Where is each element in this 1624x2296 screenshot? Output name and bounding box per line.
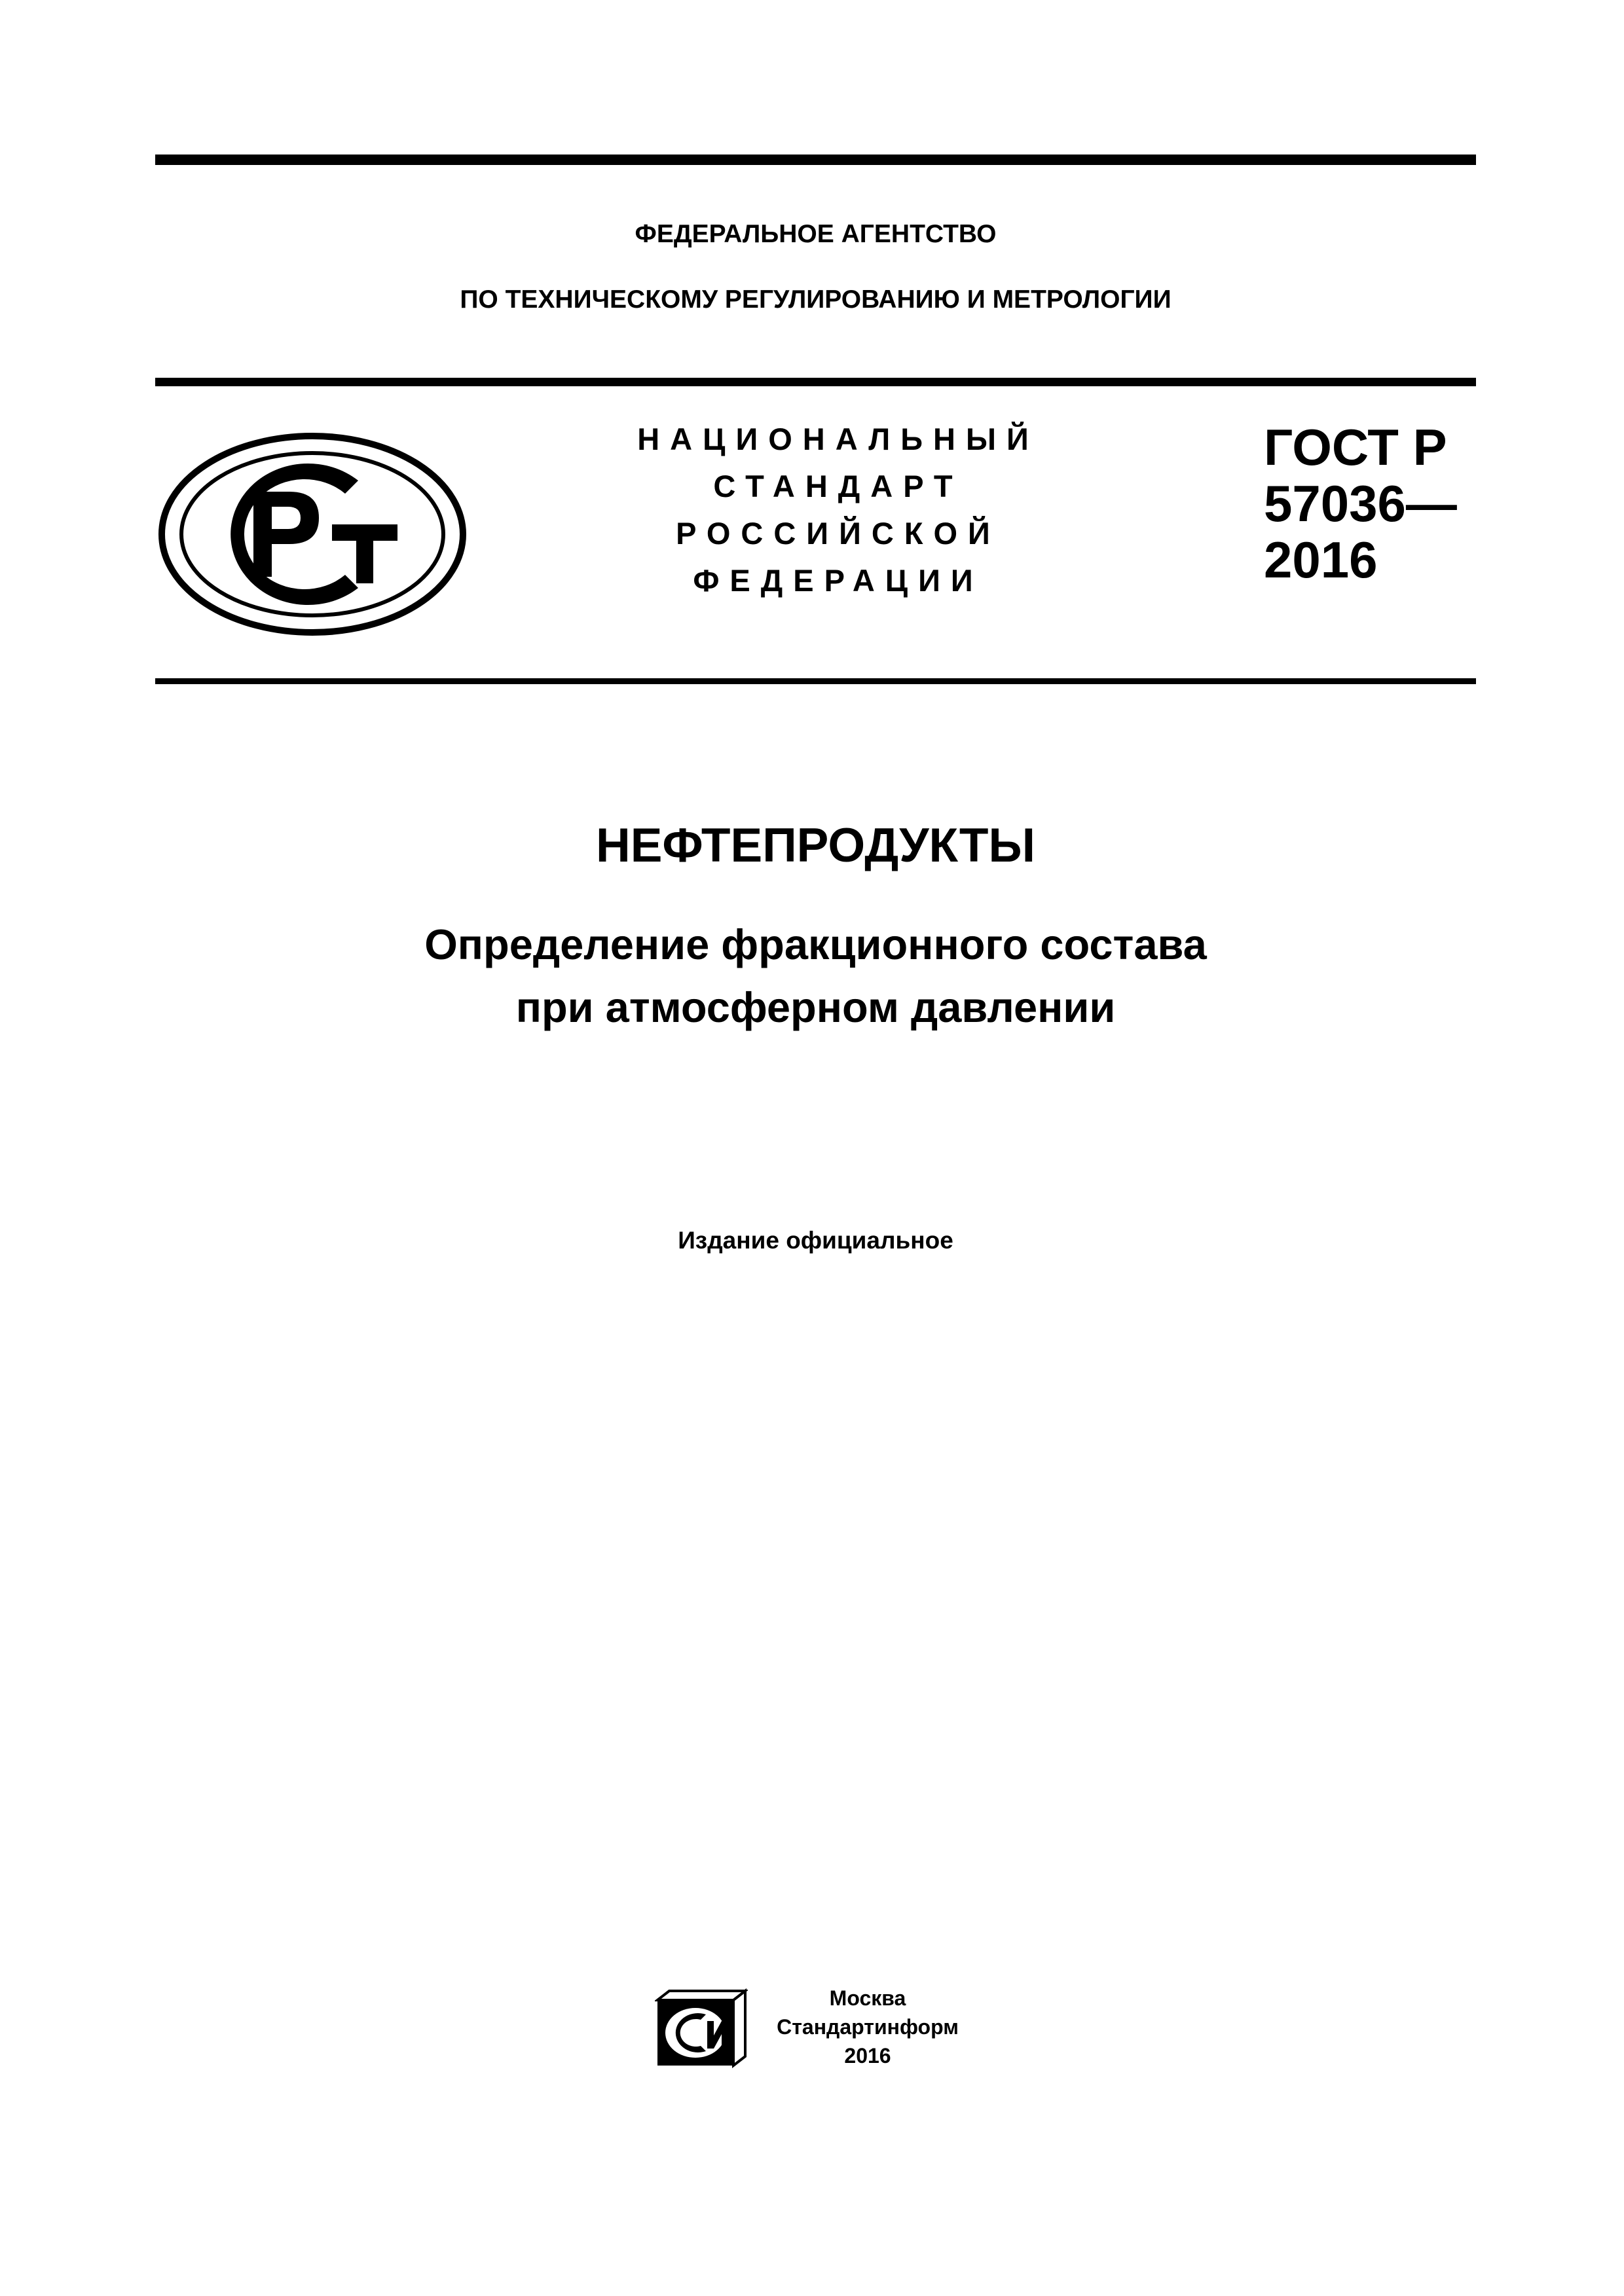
imprint [760,1984,976,2070]
standard-type-line-3: РОССИЙСКОЙ [676,516,1001,551]
imprint-year: 2016 [844,2044,891,2068]
designation-line-1: ГОСТ Р [1264,418,1447,476]
agency-rule [155,378,1476,386]
agency-line-1: ФЕДЕРАЛЬНОЕ АГЕНТСТВО [635,220,997,248]
edition-label: Издание официальное [678,1227,953,1254]
subtitle-line-2: при атмосферном давлении [515,983,1116,1031]
agency-line-2: ПО ТЕХНИЧЕСКОМУ РЕГУЛИРОВАНИЮ И МЕТРОЛОГИИ [460,285,1172,314]
standard-designation [1264,419,1473,588]
standard-type-line-2: СТАНДАРТ [713,469,963,503]
designation-line-3: 2016 [1264,531,1378,589]
document-subtitle [155,913,1476,1039]
subtitle-line-1: Определение фракционного состава [424,920,1207,968]
standartinform-logo-icon [655,1988,748,2068]
designation-line-2: 57036— [1264,475,1457,532]
document-title: НЕФТЕПРОДУКТЫ [596,819,1035,872]
rst-certification-logo-icon [155,429,470,639]
imprint-publisher: Стандартинформ [777,2015,959,2039]
designation-rule [155,678,1476,684]
standard-type-line-4: ФЕДЕРАЦИИ [693,563,984,598]
standard-type-line-1: НАЦИОНАЛЬНЫЙ [637,422,1039,456]
standard-type [576,416,1100,604]
imprint-city: Москва [829,1986,906,2010]
top-rule [155,155,1476,165]
